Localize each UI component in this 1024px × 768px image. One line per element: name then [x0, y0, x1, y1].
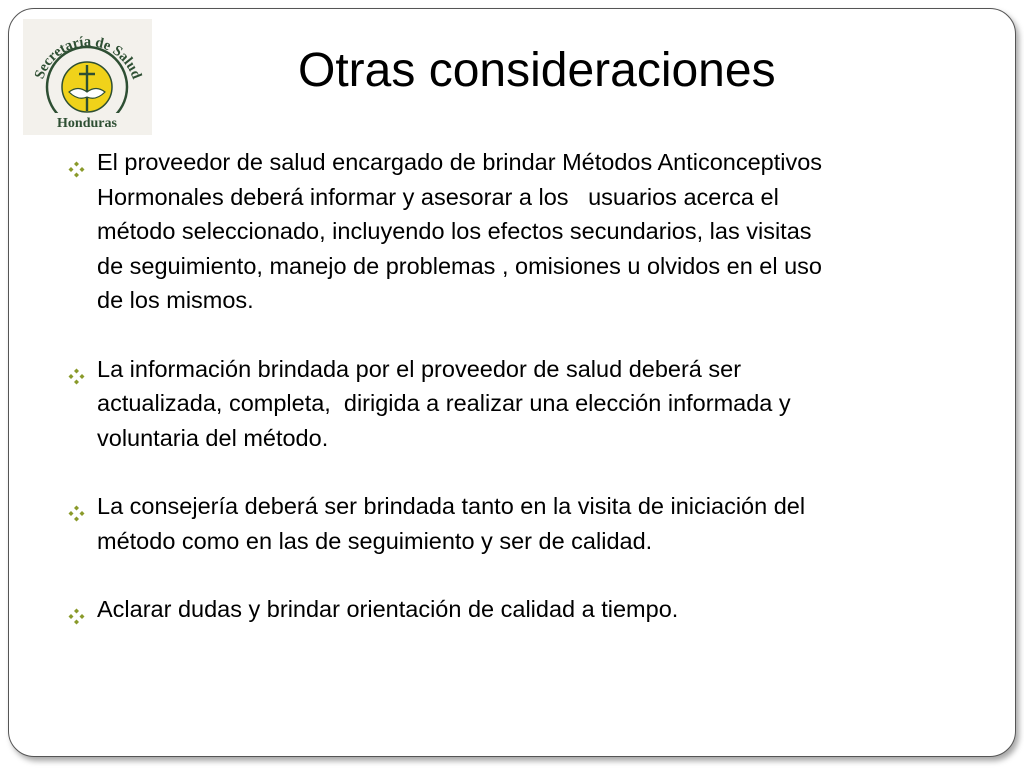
secretaria-de-salud-logo	[23, 19, 152, 135]
bullet-line: método seleccionado, incluyendo los efectos secundarios, las visitas	[97, 218, 812, 244]
bullet-line: Aclarar dudas y brindar orientación de calidad a tiempo.	[97, 596, 679, 622]
bullet-line: actualizada, completa, dirigida a realizar una elección informada y	[97, 390, 791, 416]
logo-text-bottom: Honduras	[57, 116, 117, 131]
bullet-line: La consejería deberá ser brindada tanto en la visita de iniciación del	[97, 493, 806, 519]
diamond-quad-icon	[68, 360, 85, 377]
bullet-item	[66, 145, 986, 318]
logo-emblem-icon	[23, 19, 152, 135]
bullet-item	[66, 489, 986, 558]
slide-title: Otras consideraciones	[298, 44, 776, 97]
bullet-line: de seguimiento, manejo de problemas , omisiones u olvidos en el uso	[97, 252, 823, 279]
bullet-line: Hormonales deberá informar y asesorar a los usuarios acerca el	[97, 183, 779, 210]
diamond-quad-icon	[68, 600, 85, 617]
bullet-line: El proveedor de salud encargado de brindar Métodos Anticonceptivos	[97, 149, 823, 175]
bullet-line: La información brindada por el proveedor de salud deberá ser	[97, 355, 742, 382]
bullet-line: voluntaria del método.	[97, 424, 329, 451]
bullet-item	[66, 352, 986, 456]
diamond-quad-icon	[68, 153, 85, 170]
bullet-line: de los mismos.	[97, 287, 254, 313]
bullet-list	[66, 145, 986, 627]
diamond-quad-icon	[68, 497, 85, 514]
bullet-item	[66, 592, 986, 627]
logo-text-top: Secretaría de Salud	[31, 33, 145, 82]
bullet-line: método como en las de seguimiento y ser de calidad.	[97, 527, 653, 554]
